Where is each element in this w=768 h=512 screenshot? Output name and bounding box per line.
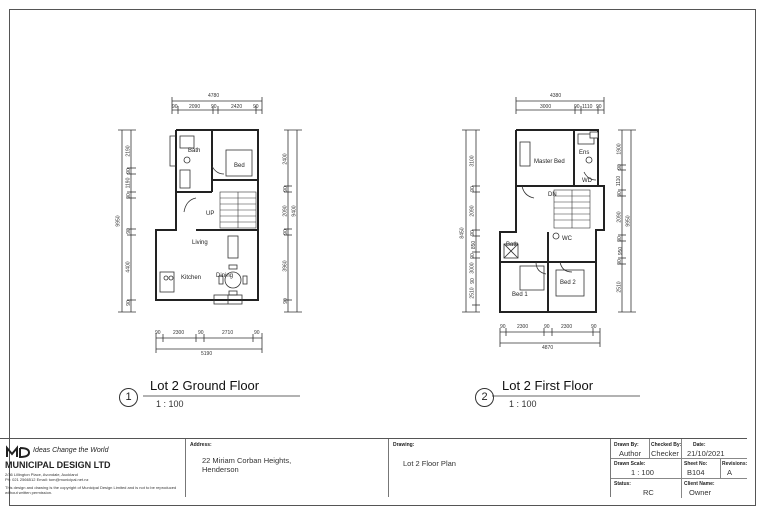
drawing-cell bbox=[389, 439, 611, 497]
first-right-dim: 90 bbox=[616, 236, 623, 242]
ground-top-dim: 90 bbox=[253, 104, 259, 110]
ground-view-number: 1 bbox=[119, 388, 138, 407]
ground-left-dim: 4400 bbox=[125, 261, 132, 273]
first-overall-bottom-dim: 4870 bbox=[542, 345, 554, 351]
first-room-wc: WC bbox=[562, 236, 572, 242]
ground-room-dining: Dining bbox=[216, 273, 234, 279]
first-room-dn: DN bbox=[548, 192, 557, 198]
first-top-dim: 90 bbox=[574, 104, 580, 110]
first-bottom-dim: 2300 bbox=[517, 324, 529, 330]
drawing-value: Lot 2 Floor Plan bbox=[403, 459, 456, 468]
first-right-dim: 90 bbox=[616, 164, 623, 170]
address-cell bbox=[186, 439, 389, 497]
company-tagline: Ideas Change the World bbox=[33, 447, 109, 454]
first-view-title: Lot 2 First Floor bbox=[502, 378, 594, 393]
ground-room-up: UP bbox=[206, 211, 215, 217]
ground-laundry bbox=[180, 170, 190, 188]
ground-room-bed: Bed bbox=[234, 163, 245, 169]
first-bottom-dim: 90 bbox=[500, 324, 506, 330]
company-name: MUNICIPAL DESIGN LTD bbox=[5, 460, 111, 470]
ground-top-dim: 90 bbox=[172, 104, 178, 110]
first-left-dim: 3100 bbox=[469, 155, 476, 167]
first-room-bed1: Bed 1 bbox=[512, 292, 528, 298]
first-room-bed2: Bed 2 bbox=[560, 280, 576, 286]
first-left-dim: 90 bbox=[469, 186, 476, 192]
drawn-scale-label: Drawn Scale: bbox=[614, 461, 646, 467]
first-bottom-dim: 90 bbox=[544, 324, 550, 330]
first-right-dim: 1900 bbox=[616, 143, 623, 155]
first-top-dim: 3000 bbox=[540, 104, 552, 110]
drawn-by-value: Author bbox=[619, 449, 642, 458]
ground-bottom-dim: 2710 bbox=[222, 330, 234, 336]
ground-left-total-dim: 9950 bbox=[115, 215, 122, 227]
ground-left-dim: 1190 bbox=[125, 177, 132, 189]
first-right-dim: 90 bbox=[616, 191, 623, 197]
first-master-bed-outline bbox=[520, 142, 530, 166]
first-bottom-dim: 90 bbox=[591, 324, 597, 330]
ground-right-total-dim: 9400 bbox=[291, 205, 298, 217]
first-left-total-dim: 8450 bbox=[459, 227, 466, 239]
sheet-no-label: Sheet No: bbox=[684, 461, 708, 467]
first-room-bath: Bath bbox=[506, 242, 519, 248]
client-name-label: Client Name: bbox=[684, 481, 715, 487]
ground-bath-basin bbox=[180, 136, 194, 148]
first-top-dim: 1110 bbox=[582, 104, 593, 110]
ground-room-living: Living bbox=[192, 240, 208, 246]
info-grid bbox=[611, 439, 747, 498]
first-top-dim: 90 bbox=[596, 104, 602, 110]
address-line2: Henderson bbox=[202, 465, 239, 474]
ground-room-bath: Bath bbox=[188, 148, 201, 154]
first-left-dim: 90 bbox=[469, 278, 476, 284]
ground-overall-top-dim: 4780 bbox=[208, 93, 220, 99]
first-left-dim: 850 bbox=[471, 240, 478, 250]
ground-right-dim: 90 bbox=[282, 229, 289, 235]
ground-door-swing bbox=[184, 198, 196, 212]
ground-kitchen-bench bbox=[160, 272, 174, 292]
ground-stairs bbox=[220, 192, 256, 228]
ground-right-dim: 2090 bbox=[282, 205, 289, 217]
first-right-dim: 2510 bbox=[616, 281, 623, 293]
ground-bottom-dim: 2300 bbox=[173, 330, 185, 336]
date-value: 21/10/2021 bbox=[687, 449, 725, 458]
first-bottom-dim: 2300 bbox=[561, 324, 573, 330]
ground-left-dim: 90 bbox=[125, 228, 132, 234]
ground-toilet bbox=[184, 157, 190, 163]
status-value: RC bbox=[643, 488, 654, 497]
first-view-number: 2 bbox=[475, 388, 494, 407]
ground-overall-bottom-dim: 5190 bbox=[201, 351, 213, 357]
ground-right-dim: 90 bbox=[282, 186, 289, 192]
ground-left-dim: 90 bbox=[125, 168, 132, 174]
first-right-dim: 1110 bbox=[616, 175, 623, 187]
ground-left-dim: 2190 bbox=[125, 145, 132, 157]
first-right-dim: 90 bbox=[616, 259, 623, 265]
ground-right-dim: 90 bbox=[282, 298, 289, 304]
first-overall-top-dim: 4380 bbox=[550, 93, 562, 99]
first-left-dim: 2510 bbox=[469, 287, 476, 299]
ground-bottom-dim: 90 bbox=[254, 330, 260, 336]
ground-right-dim: 3960 bbox=[282, 260, 289, 272]
first-left-dim: 2090 bbox=[469, 205, 476, 217]
revisions-label: Revisions: bbox=[722, 461, 748, 467]
address-line1: 22 Miriam Corban Heights, bbox=[202, 456, 292, 465]
ground-top-dim: 2090 bbox=[189, 104, 201, 110]
ground-top-dim: 2420 bbox=[231, 104, 243, 110]
first-bed1-outline bbox=[520, 266, 544, 290]
ground-bottom-dim: 90 bbox=[198, 330, 204, 336]
company-cell bbox=[0, 439, 186, 497]
drawn-by-label: Drawn By: bbox=[614, 442, 639, 448]
first-right-dim: 2090 bbox=[616, 211, 623, 223]
first-ensuite-toilet bbox=[586, 157, 592, 163]
copyright-notice: This design and drawing is the copyright of Municipal Design Limited and is not to be reproduced without written permission. bbox=[5, 485, 177, 495]
address-label: Address: bbox=[190, 442, 212, 448]
ground-top-dim: 90 bbox=[211, 104, 217, 110]
ground-left-dim: 90 bbox=[125, 193, 132, 199]
drawing-label: Drawing: bbox=[393, 442, 415, 448]
ground-room-kitchen: Kitchen bbox=[181, 275, 202, 281]
checked-by-label: Checked By: bbox=[651, 442, 682, 448]
company-contact: Ph: 021 2566512 Email: tom@municipal.net.nz bbox=[5, 477, 89, 482]
first-left-dim: 90 bbox=[469, 253, 476, 259]
ground-sofa bbox=[228, 236, 238, 258]
company-address: 2/36 Lillington Place, Avondale, Auckland bbox=[5, 472, 78, 477]
first-view-scale: 1 : 100 bbox=[509, 399, 537, 409]
ground-view-scale: 1 : 100 bbox=[156, 399, 184, 409]
first-left-dim: 90 bbox=[469, 230, 476, 236]
client-name-value: Owner bbox=[689, 488, 712, 497]
first-stairs bbox=[554, 190, 590, 228]
drawn-scale-value: 1 : 100 bbox=[631, 468, 654, 477]
revisions-value: A bbox=[727, 468, 733, 477]
first-room-master-bed: Master Bed bbox=[534, 159, 565, 165]
company-logo-icon bbox=[5, 445, 31, 459]
first-wc-toilet bbox=[553, 233, 559, 239]
first-right-dim: 950 bbox=[618, 246, 625, 256]
first-door-swing bbox=[522, 186, 534, 198]
status-label: Status: bbox=[614, 481, 631, 487]
first-left-dim: 3000 bbox=[469, 262, 476, 274]
date-label: Date: bbox=[693, 442, 706, 448]
first-right-total-dim: 9950 bbox=[625, 215, 632, 227]
ground-right-dim: 2400 bbox=[282, 153, 289, 165]
ground-view-title: Lot 2 Ground Floor bbox=[150, 378, 260, 393]
ground-left-dim: 90 bbox=[125, 300, 132, 306]
title-block bbox=[0, 438, 747, 497]
first-room-wd: WD bbox=[582, 178, 592, 184]
ground-bottom-dim: 90 bbox=[155, 330, 161, 336]
first-room-ensuite: Ens bbox=[579, 150, 590, 156]
sheet-no-value: B104 bbox=[687, 468, 705, 477]
checked-by-value: Checker bbox=[651, 449, 679, 458]
